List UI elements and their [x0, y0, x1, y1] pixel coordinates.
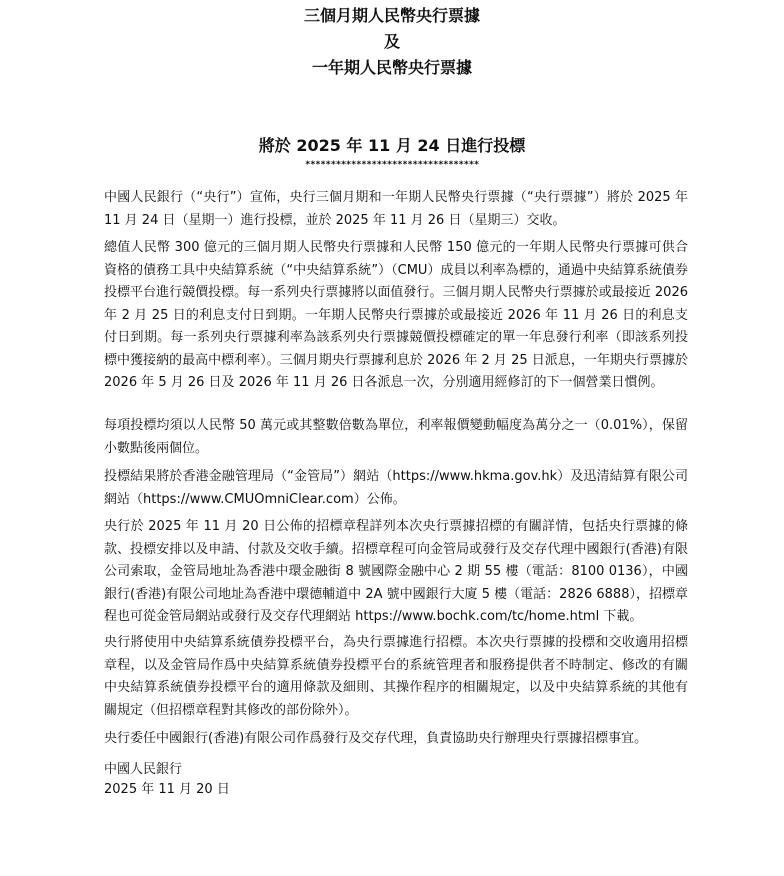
signature-org: 中國人民銀行: [104, 762, 183, 777]
title-line-3: 一年期人民幣央行票據: [311, 58, 472, 77]
paragraph-bid-units: 每項投標均須以人民幣 50 萬元或其整數倍數為單位，利率報價變動幅度為萬分之一（0.01%），保留小數點後兩個位。: [104, 418, 688, 456]
paragraph-tender-platform: 央行將使用中央結算系統債券投標平台，為央行票據進行招標。本次央行票據的投標和交收適用招標章程，以及金管局作爲中央結算系統債券投標平台的系統管理者和服務提供者不時制定、修改的有關中央結算系統債券投標平台的適用條款及細則、其操作程序的相關規定，以及中央結算系統的其他有關規定（但招標章程對其修改的部份除外）。: [104, 635, 688, 718]
paragraph-announcement: 中國人民銀行（“央行”）宣佈，央行三個月期和一年期人民幣央行票據（“央行票據”）將於 2025 年 11 月 24 日（星期一）進行投標，並於 2025 年 11 月 26 日（星期三）交收。: [104, 190, 688, 228]
paragraph-tender-prospectus: 央行於 2025 年 11 月 20 日公佈的招標章程詳列本次央行票據招標的有關詳情，包括央行票據的條款、投標安排以及申請、付款及交收手續。招標章程可向金管局或發行及交存代理中國銀行(香港)有限公司索取，金管局地址為香港中環金融街 8 號國際金融中心 2 期 55 樓（電話：8100 0136），中國銀行(香港)有限公司地址為香港中環德輔道中 2A 號中國銀行大廈 5 樓（電話：2826 6888），招標章程也可從金管局網站或發行及交存代理網站 https://www.bochk.com/tc/home.html 下載。: [104, 519, 688, 624]
subtitle: 將於 2025 年 11 月 24 日進行投標: [258, 136, 526, 155]
paragraph-agent: 央行委任中國銀行(香港)有限公司作爲發行及交存代理，負責協助央行辦理央行票據招標事宜。: [104, 731, 648, 746]
title-line-2: 及: [383, 32, 400, 51]
signature-date: 2025 年 11 月 20 日: [104, 782, 230, 797]
separator-line: **********************************: [304, 160, 480, 170]
title-line-1: 三個月期人民幣央行票據: [303, 6, 480, 25]
paragraph-results: 投標結果將於香港金融管理局（“金管局”）網站（https://www.hkma.gov.hk）及迅清結算有限公司網站（https://www.CMUOmniClear.com）公佈。: [104, 469, 688, 507]
paragraph-issuance-details: 總值人民幣 300 億元的三個月期人民幣央行票據和人民幣 150 億元的一年期人民幣央行票據可供合資格的債務工具中央結算系統（“中央結算系統”）（CMU）成員以利率為標的，通過中央結算系統債券投標平台進行競價投標。每一系列央行票據將以面值發行。三個月期人民幣央行票據於或最接近 2026 年 2 月 25 日的利息支付日到期。一年期人民幣央行票據於或最接近 2026 年 11 月 26 日的利息支付日到期。每一系列央行票據利率為該系列央行票據競價投標確定的單一年息發行利率（即該系列投標中獲接納的最高中標利率）。三個月期央行票據利息於 2026 年 2 月 25 日派息，一年期央行票據於 2026 年 5 月 26 日及 2026 年 11 月 26 日各派息一次，分別適用經修訂的下一個營業日慣例。: [104, 240, 688, 390]
